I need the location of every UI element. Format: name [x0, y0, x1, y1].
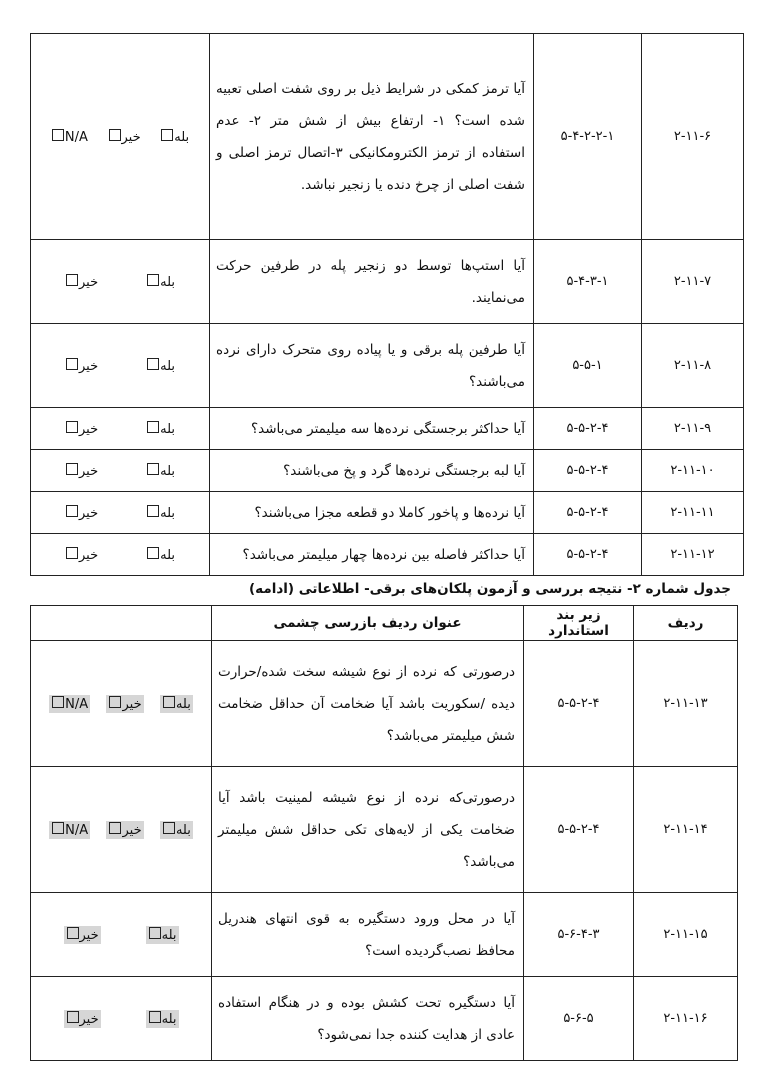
answer-options-cell — [31, 492, 210, 534]
table-row — [31, 893, 738, 977]
question-cell: آیا استپ‌ها توسط دو زنجیر پله در طرفین حرکت می‌نمایند. — [210, 240, 534, 324]
option-label: بله — [160, 421, 176, 437]
checkbox-icon[interactable] — [147, 274, 159, 286]
header-row-number: ردیف — [634, 606, 738, 641]
option-yes[interactable] — [146, 505, 175, 521]
answer-options-cell — [31, 977, 212, 1061]
option-label: N/A — [65, 696, 89, 712]
standard-clause-cell: ۵-۴-۳-۱ — [534, 240, 642, 324]
table-header-row — [31, 606, 738, 641]
checkbox-icon[interactable] — [147, 358, 159, 370]
table-row — [31, 534, 744, 576]
table-row — [31, 408, 744, 450]
checkbox-icon[interactable] — [109, 696, 121, 708]
option-label: خیر — [79, 358, 99, 374]
option-yes[interactable] — [146, 926, 179, 944]
standard-clause-cell: ۵-۶-۴-۳ — [524, 893, 634, 977]
option-label: بله — [174, 129, 190, 145]
table-row — [31, 641, 738, 767]
option-yes[interactable] — [160, 695, 193, 713]
option-yes[interactable] — [146, 421, 175, 437]
table-row — [31, 492, 744, 534]
question-cell: آیا دستگیره تحت کشش بوده و در هنگام استفاده عادی از هدایت کننده جدا نمی‌شود؟ — [212, 977, 524, 1061]
checkbox-icon[interactable] — [147, 505, 159, 517]
checkbox-icon[interactable] — [66, 547, 78, 559]
option-label: بله — [160, 358, 176, 374]
option-na[interactable] — [51, 129, 88, 145]
option-yes[interactable] — [146, 1010, 179, 1028]
question-cell: درصورتی که نرده از نوع شیشه سخت شده/حرارت دیده /سکوریت باشد آیا ضخامت آن حداقل ضخامت شش میلیمتر می‌باشد؟ — [212, 641, 524, 767]
row-number-cell: ۲-۱۱-۱۵ — [634, 893, 738, 977]
table-row — [31, 977, 738, 1061]
question-cell: آیا نرده‌ها و پاخور کاملا دو قطعه مجزا می‌باشند؟ — [210, 492, 534, 534]
option-yes[interactable] — [146, 463, 175, 479]
standard-clause-cell: ۵-۶-۵ — [524, 977, 634, 1061]
answer-options-cell — [31, 408, 210, 450]
checkbox-icon[interactable] — [163, 822, 175, 834]
option-na[interactable] — [49, 695, 90, 713]
table-row — [31, 34, 744, 240]
standard-clause-cell: ۵-۵-۲-۴ — [534, 534, 642, 576]
option-label: خیر — [79, 547, 99, 563]
standard-clause-cell: ۵-۵-۲-۴ — [534, 408, 642, 450]
checkbox-icon[interactable] — [66, 274, 78, 286]
option-no[interactable] — [65, 274, 98, 290]
row-number-cell: ۲-۱۱-۸ — [642, 324, 744, 408]
option-no[interactable] — [108, 129, 141, 145]
option-label: خیر — [79, 505, 99, 521]
answer-options-cell — [31, 893, 212, 977]
header-options — [31, 606, 212, 641]
checkbox-icon[interactable] — [66, 505, 78, 517]
checkbox-icon[interactable] — [147, 463, 159, 475]
standard-clause-cell: ۵-۵-۲-۴ — [534, 450, 642, 492]
option-no[interactable] — [64, 1010, 101, 1028]
option-label: بله — [160, 547, 176, 563]
checkbox-icon[interactable] — [149, 927, 161, 939]
question-cell: آیا لبه برجستگی نرده‌ها گرد و پخ می‌باشند؟ — [210, 450, 534, 492]
option-label: N/A — [64, 129, 88, 145]
row-number-cell: ۲-۱۱-۱۰ — [642, 450, 744, 492]
checkbox-icon[interactable] — [147, 547, 159, 559]
checkbox-icon[interactable] — [52, 822, 64, 834]
question-cell: درصورتی‌که نرده از نوع شیشه لمینیت باشد آیا ضخامت یکی از لایه‌های تکی حداقل شش میلیمتر می‌باشد؟ — [212, 767, 524, 893]
option-label: خیر — [122, 822, 142, 838]
row-number-cell: ۲-۱۱-۷ — [642, 240, 744, 324]
checkbox-icon[interactable] — [161, 129, 173, 141]
row-number-cell: ۲-۱۱-۹ — [642, 408, 744, 450]
option-yes[interactable] — [146, 358, 175, 374]
option-no[interactable] — [64, 926, 101, 944]
checkbox-icon[interactable] — [67, 927, 79, 939]
table-row — [31, 767, 738, 893]
option-label: بله — [160, 505, 176, 521]
option-label: خیر — [79, 1011, 99, 1027]
standard-clause-cell: ۵-۵-۲-۴ — [524, 767, 634, 893]
row-number-cell: ۲-۱۱-۱۶ — [634, 977, 738, 1061]
option-label: خیر — [122, 696, 142, 712]
checkbox-icon[interactable] — [149, 1011, 161, 1023]
answer-options-cell — [31, 240, 210, 324]
row-number-cell: ۲-۱۱-۱۱ — [642, 492, 744, 534]
option-label: خیر — [121, 129, 141, 145]
checkbox-icon[interactable] — [109, 129, 121, 141]
option-no[interactable] — [65, 358, 98, 374]
question-cell: آیا در محل ورود دستگیره به قوی انتهای هندریل محافظ نصب‌گردیده است؟ — [212, 893, 524, 977]
checkbox-icon[interactable] — [147, 421, 159, 433]
checkbox-icon[interactable] — [52, 696, 64, 708]
inspection-table-part2 — [30, 605, 738, 1061]
option-yes[interactable] — [146, 547, 175, 563]
option-yes[interactable] — [160, 129, 189, 145]
checkbox-icon[interactable] — [67, 1011, 79, 1023]
standard-clause-cell: ۵-۵-۱ — [534, 324, 642, 408]
question-cell: آیا حداکثر فاصله بین نرده‌ها چهار میلیمتر می‌باشد؟ — [210, 534, 534, 576]
inspection-table-part1 — [30, 33, 744, 576]
option-label: بله — [161, 1011, 177, 1027]
checkbox-icon[interactable] — [52, 129, 64, 141]
checkbox-icon[interactable] — [66, 463, 78, 475]
option-label: خیر — [79, 274, 99, 290]
header-standard: زیر بند استاندارد — [524, 606, 634, 641]
checkbox-icon[interactable] — [66, 421, 78, 433]
answer-options-cell — [31, 534, 210, 576]
option-no[interactable] — [65, 547, 98, 563]
checkbox-icon[interactable] — [109, 822, 121, 834]
answer-options-cell — [31, 641, 212, 767]
row-number-cell: ۲-۱۱-۱۲ — [642, 534, 744, 576]
answer-options-cell — [31, 324, 210, 408]
checkbox-icon[interactable] — [163, 696, 175, 708]
header-question: عنوان ردیف بازرسی چشمی — [212, 606, 524, 641]
standard-clause-cell: ۵-۵-۲-۴ — [534, 492, 642, 534]
question-cell: آیا حداکثر برجستگی نرده‌ها سه میلیمتر می‌باشد؟ — [210, 408, 534, 450]
option-label: N/A — [65, 822, 89, 838]
option-no[interactable] — [106, 821, 143, 839]
checkbox-icon[interactable] — [66, 358, 78, 370]
row-number-cell: ۲-۱۱-۱۴ — [634, 767, 738, 893]
table-row — [31, 240, 744, 324]
option-label: خیر — [79, 463, 99, 479]
table-row — [31, 324, 744, 408]
option-yes[interactable] — [160, 821, 193, 839]
row-number-cell: ۲-۱۱-۶ — [642, 34, 744, 240]
option-label: خیر — [79, 927, 99, 943]
answer-options-cell — [31, 34, 210, 240]
option-no[interactable] — [106, 695, 143, 713]
option-label: بله — [160, 274, 176, 290]
answer-options-cell — [31, 450, 210, 492]
option-no[interactable] — [65, 421, 98, 437]
row-number-cell: ۲-۱۱-۱۳ — [634, 641, 738, 767]
option-yes[interactable] — [146, 274, 175, 290]
option-label: بله — [175, 696, 191, 712]
standard-clause-cell: ۵-۵-۲-۴ — [524, 641, 634, 767]
table-caption: جدول شماره ۲- نتیجه بررسی و آزمون پلکان‌های برقی- اطلاعاتی (ادامه) — [248, 581, 731, 597]
question-cell: آیا ترمز کمکی در شرایط ذیل بر روی شفت اصلی تعبیه شده است؟ ۱- ارتفاع بیش از شش متر ۲- عدم استفاده از ترمز الکترومکانیکی ۳-اتصال ترمز اصلی و شفت اصلی از چرخ دنده یا زنجیر نباشد. — [210, 34, 534, 240]
option-label: بله — [175, 822, 191, 838]
option-label: بله — [160, 463, 176, 479]
option-na[interactable] — [49, 821, 90, 839]
table-row — [31, 450, 744, 492]
option-label: خیر — [79, 421, 99, 437]
option-label: بله — [161, 927, 177, 943]
answer-options-cell — [31, 767, 212, 893]
standard-clause-cell: ۵-۴-۲-۲-۱ — [534, 34, 642, 240]
question-cell: آیا طرفین پله برقی و یا پیاده روی متحرک دارای نرده می‌باشند؟ — [210, 324, 534, 408]
option-no[interactable] — [65, 505, 98, 521]
option-no[interactable] — [65, 463, 98, 479]
